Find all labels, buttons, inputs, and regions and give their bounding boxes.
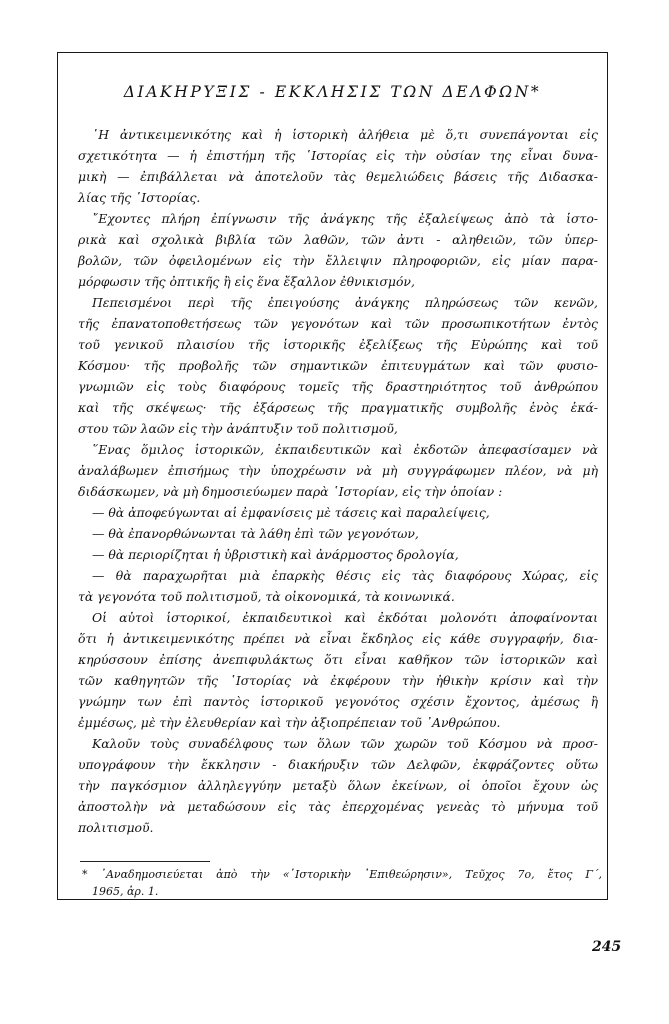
footnote-line: 1965, ἀρ. 1.: [92, 885, 159, 898]
text-line: ρικὰ καὶ σχολικὰ βιβλία τῶν λαθῶν, τῶν ἀντι - αληθειῶν, τῶν ὑπερ-: [78, 232, 598, 247]
text-line: Οἱ αὐτοὶ ἱστορικοί, ἐκπαιδευτικοὶ καὶ ἐκδόται μολονότι ἀποφαίνονται: [92, 610, 598, 625]
text-line: τὰ γεγονότα τοῦ πολιτισμοῦ, τὰ οἰκονομικά, τὰ κοινωνικά.: [78, 589, 455, 604]
text-line: Καλοῦν τοὺς συναδέλφους των ὅλων τῶν χωρῶν τοῦ Κόσμου νὰ προσ-: [92, 736, 598, 751]
text-line: τῆς ἐπανατοποθετήσεως τῶν γεγονότων καὶ τῶν προσωπικοτήτων ἐντὸς: [78, 316, 598, 331]
text-line: τῶν καθηγητῶν τῆς ῾Ιστορίας νὰ ἐκφέρουν τὴν ἠθικὴν κρίσιν καὶ τὴν: [78, 673, 598, 688]
text-line: κηρύσσουν ἐπίσης ἀνεπιφυλάκτως ὅτι εἶναι καθῆκον τῶν ἱστορικῶν καὶ: [78, 652, 598, 667]
page-number: 245: [592, 939, 622, 955]
text-line: τὴν παγκόσμιον ἀλληλεγγύην μεταξὺ ὅλων ἐκείνων, οἱ ὁποῖοι ἔχουν ὡς: [78, 778, 598, 793]
list-item: — θὰ ἐπανορθώνωνται τὰ λάθη ἐπὶ τῶν γεγονότων,: [92, 526, 419, 541]
text-line: λίας τῆς ῾Ιστορίας.: [78, 190, 201, 205]
text-line: υπογράφουν τὴν ἔκκλησιν - διακήρυξιν τῶν Δελφῶν, ἐκφράζοντες οὕτω: [78, 757, 598, 772]
text-line: Πεπεισμένοι περὶ τῆς ἐπειγούσης ἀνάγκης πληρώσεως τῶν κενῶν,: [92, 295, 598, 310]
text-line: γνώμην των ἐπὶ παντὸς ἱστορικοῦ γεγονότος σχέσιν ἔχοντος, ἀμέσως ἢ: [78, 694, 598, 709]
list-item: — θὰ ἀποφεύγωνται αἱ ἐμφανίσεις μὲ τάσεις καὶ παραλείψεις,: [92, 505, 490, 520]
document-title: ΔΙΑΚΗΡΥΞΙΣ - ΕΚΚΛΗΣΙΣ ΤΩΝ ΔΕΛΦΩΝ*: [123, 83, 542, 101]
text-line: ἀναλάβωμεν ἐπισήμως τὴν ὑποχρέωσιν νὰ μὴ συγγράφωμεν πλέον, νὰ μὴ: [78, 463, 598, 478]
text-line: μόρφωσιν τῆς ὀπτικῆς ἢ εἰς ἕνα ἔξαλλον ἐθνικισμόν,: [78, 274, 415, 289]
text-line: Κόσμου· τῆς προβολῆς τῶν σημαντικῶν ἐπιτευγμάτων καὶ τῶν φυσιο-: [78, 358, 598, 373]
text-line: ῾Η ἀντικειμενικότης καὶ ἡ ἱστορικὴ ἀλήθεια μὲ ὅ,τι συνεπάγονται εἰς: [92, 127, 598, 142]
text-line: μικὴ — ἐπιβάλλεται νὰ ἀποτελοῦν τὰς θεμελιώδεις βάσεις τῆς Διδασκα-: [78, 169, 598, 184]
list-item: — θὰ παραχωρῆται μιὰ ἐπαρκὴς θέσις εἰς τὰς διαφόρους Χώρας, εἰς: [92, 568, 598, 583]
text-line: βολῶν, τῶν ὀφειλομένων εἰς τὴν ἔλλειψιν πληροφοριῶν, εἰς μίαν παρα-: [78, 253, 598, 268]
text-line: καὶ τῆς σκέψεως· τῆς ἐξάρσεως τῆς πραγματικῆς συμβολῆς ἑνὸς ἑκά-: [78, 400, 598, 415]
text-line: τοῦ γενικοῦ πλαισίου τῆς ἱστορικῆς ἐξελίξεως τῆς Εὐρώπης καὶ τοῦ: [78, 337, 598, 352]
text-line: ἀποστολὴν νὰ μεταδώσουν εἰς τὰς ἐπερχομένας γενεὰς τὸ μήνυμα τοῦ: [78, 799, 598, 814]
list-item: — θὰ περιορίζηται ἡ ὑβριστικὴ καὶ ἀνάρμοστος δρολογία,: [92, 547, 459, 562]
text-line: ἐμμέσως, μὲ τὴν ἐλευθερίαν καὶ τὴν ἀξιοπρέπειαν τοῦ ᾽Ανθρώπου.: [78, 715, 501, 730]
text-line: ῞Ενας ὅμιλος ἱστορικῶν, ἐκπαιδευτικῶν καὶ ἐκδοτῶν ἀπεφασίσαμεν νὰ: [92, 442, 598, 457]
document-body: [78, 124, 598, 838]
text-line: σχετικότητα — ἡ ἐπιστήμη τῆς ῾Ιστορίας εἰς τὴν οὐσίαν της εἶναι δυνα-: [78, 148, 598, 163]
footnote: [82, 866, 602, 900]
text-line: πολιτισμοῦ.: [78, 820, 154, 835]
text-line: γνωμιῶν εἰς τοὺς διαφόρους τομεῖς τῆς δραστηριότητος τοῦ ἀνθρώπου: [78, 379, 598, 394]
text-line: στου τῶν λαῶν εἰς τὴν ἀνάπτυξιν τοῦ πολιτισμοῦ,: [78, 421, 398, 436]
footnote-divider: [80, 861, 210, 862]
footnote-line: * ᾽Αναδημοσιεύεται ἀπὸ τὴν «῾Ιστορικὴν ᾽Επιθεώρησιν», Τεῦχος 7ο, ἔτος Γ´,: [82, 868, 602, 881]
text-line: ῎Εχοντες πλήρη ἐπίγνωσιν τῆς ἀνάγκης τῆς ἐξαλείψεως ἀπὸ τὰ ἱστο-: [92, 211, 598, 226]
text-line: ὅτι ἡ ἀντικειμενικότης πρέπει νὰ εἶναι ἔκδηλος εἰς κάθε συγγραφήν, δια-: [78, 631, 598, 646]
text-line: διδάσκωμεν, νὰ μὴ δημοσιεύωμεν παρὰ ῾Ιστορίαν, εἰς τὴν ὁποίαν :: [78, 484, 503, 499]
